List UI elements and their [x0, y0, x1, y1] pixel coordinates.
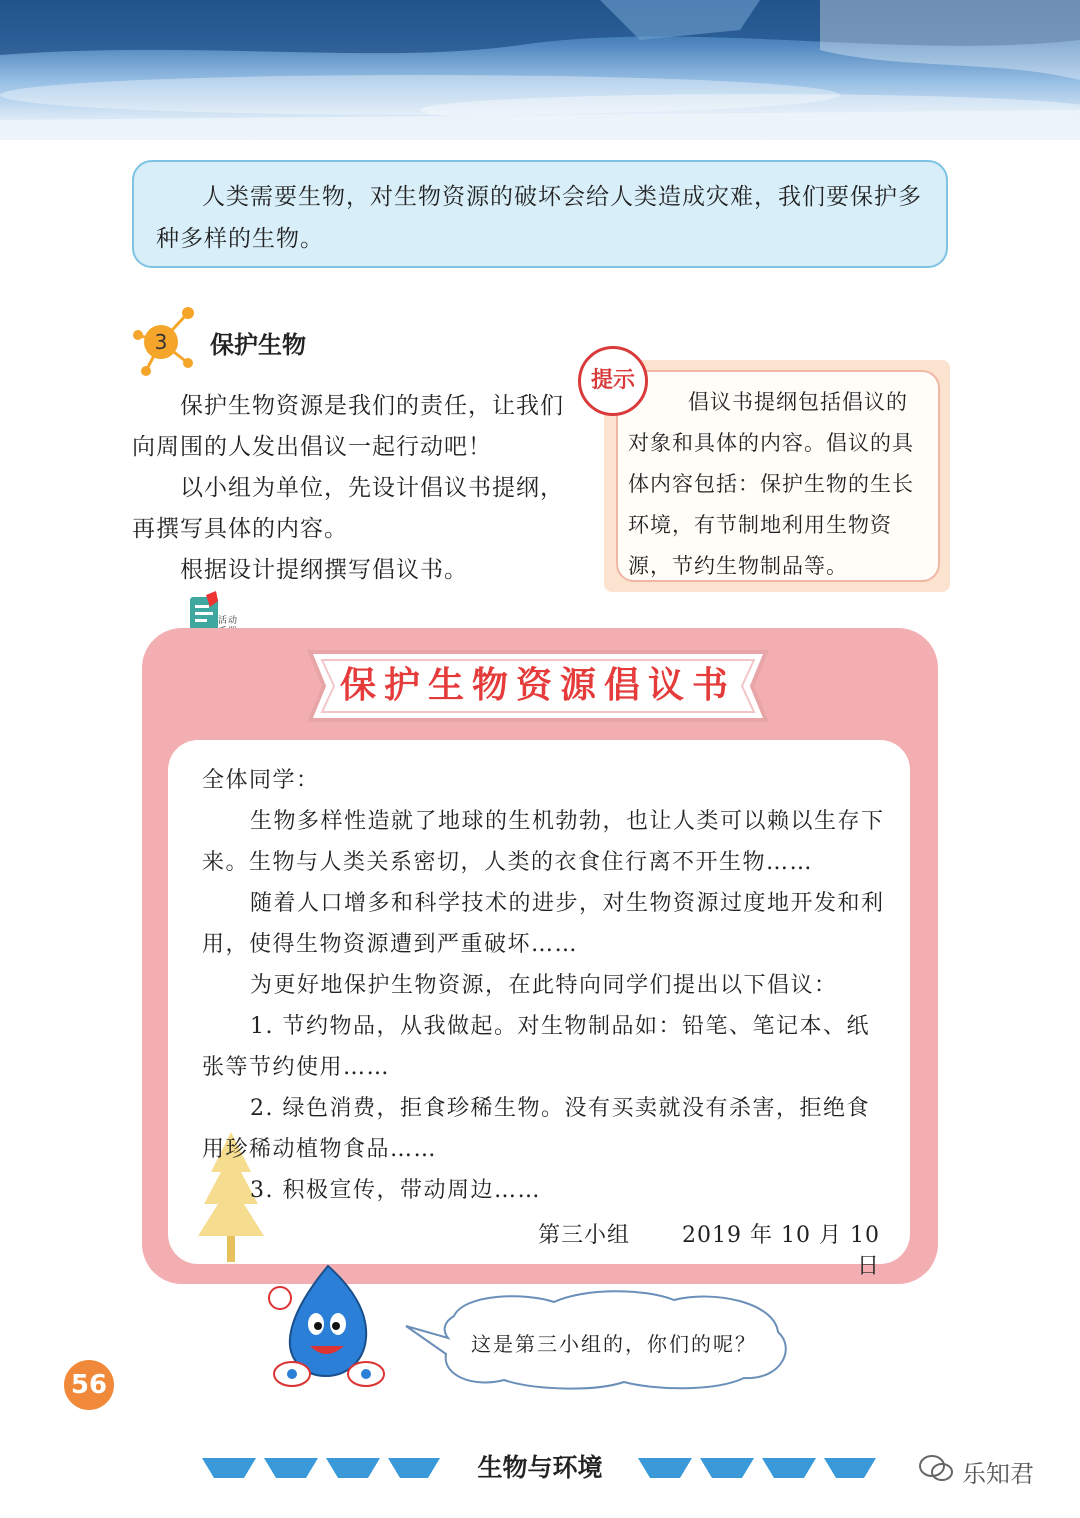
- speech-text: 这是第三小组的，你们的呢？: [471, 1332, 757, 1356]
- letter-salutation: 全体同学：: [202, 768, 320, 793]
- tip-badge: 提示: [578, 346, 648, 416]
- intro-paragraph-3: 根据设计提纲撰写倡议书。 活动: [132, 550, 572, 651]
- section-number: 3: [144, 325, 178, 359]
- section-title: 保护生物: [210, 331, 306, 359]
- water-drop-mascot-icon: [258, 1258, 398, 1388]
- letter-body: [202, 760, 892, 1211]
- page-number: 56: [64, 1360, 114, 1410]
- wechat-icon: [918, 1452, 954, 1484]
- section-heading: [130, 305, 470, 385]
- letter-item-2: 2. 绿色消费，拒食珍稀生物。没有买卖就没有杀害，拒绝食用珍稀动植物食品……: [202, 1096, 870, 1162]
- watermark-text: 乐知君: [962, 1460, 1034, 1488]
- manual-label-1: 活动: [218, 616, 239, 626]
- tip-content: [616, 370, 940, 582]
- paper-boats-right-decoration: [636, 1452, 876, 1482]
- intro-paragraph-1: 保护生物资源是我们的责任，让我们向周围的人发出倡议一起行动吧！: [132, 393, 564, 460]
- summary-box: [132, 160, 948, 268]
- signature-group: 第三小组: [538, 1223, 631, 1248]
- letter-signature: [520, 1218, 880, 1280]
- intro-paragraph-2: 以小组为单位，先设计倡议书提纲，再撰写具体的内容。: [132, 475, 564, 542]
- tip-box: [604, 360, 950, 592]
- letter-paragraph-1: 生物多样性造就了地球的生机勃勃，也让人类可以赖以生存下来。生物与人类关系密切，人类的衣食住行离不开生物……: [202, 809, 885, 875]
- letter-paragraph-2: 随着人口增多和科学技术的进步，对生物资源过度地开发和利用，使得生物资源遭到严重破坏……: [202, 891, 885, 957]
- intro-text: [132, 386, 572, 651]
- letter-item-1: 1. 节约物品，从我做起。对生物制品如：铅笔、笔记本、纸张等节约使用……: [202, 1014, 870, 1080]
- letter-title: 保护生物资源倡议书: [339, 665, 736, 706]
- letter-paragraph-3: 为更好地保护生物资源，在此特向同学们提出以下倡议：: [250, 973, 838, 998]
- header-landscape-image: [0, 0, 1080, 140]
- signature-date: 2019 年 10 月 10 日: [682, 1223, 880, 1279]
- summary-text: 人类需要生物，对生物资源的破坏会给人类造成灾难，我们要保护多种多样的生物。: [156, 184, 922, 252]
- letter-item-3: 3. 积极宣传，带动周边……: [250, 1178, 541, 1203]
- tip-text: 倡议书提纲包括倡议的对象和具体的内容。倡议的具体内容包括：保护生物的生长环境，有节制地利用生物资源，节约生物制品等。: [628, 390, 914, 578]
- footer-title: 生物与环境: [477, 1453, 603, 1482]
- paper-boats-left-decoration: [200, 1452, 440, 1482]
- watermark: [918, 1452, 1058, 1488]
